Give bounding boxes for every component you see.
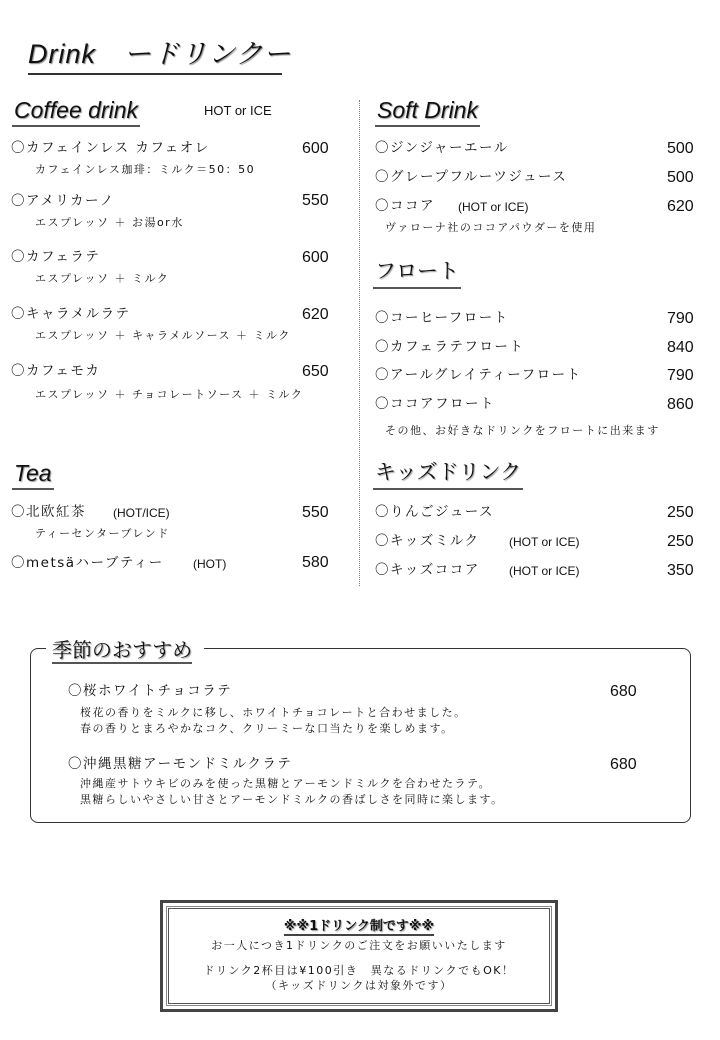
coffee-hot-ice-note: HOT or ICE [204, 103, 272, 118]
menu-item-desc: 春の香りとまろやかなコク、クリーミーな口当たりを楽しめます。 [80, 722, 454, 735]
menu-item-name: 〇キッズミルク [375, 533, 480, 549]
menu-item-price: 840 [667, 339, 694, 356]
menu-item-price: 250 [667, 504, 694, 521]
menu-item-price: 550 [302, 192, 329, 209]
menu-item-name: 〇カフェモカ [11, 363, 101, 379]
menu-item-desc: 沖縄産サトウキビのみを使った黒糖とアーモンドミルクを合わせたラテ。 [80, 777, 492, 790]
menu-item-name: 〇桜ホワイトチョコラテ [68, 683, 233, 699]
menu-item-desc: 黒糖らしいやさしい甘さとアーモンドミルクの香ばしさを同時に楽します。 [80, 793, 504, 806]
menu-item-desc: カフェインレス珈琲：ミルク＝50：50 [35, 163, 256, 176]
menu-item-price: 680 [610, 756, 637, 773]
menu-item-price: 620 [667, 198, 694, 215]
menu-item-price: 350 [667, 562, 694, 579]
kids-heading: キッズドリンク [373, 459, 523, 490]
menu-item-price: 250 [667, 533, 694, 550]
menu-item-desc: エスプレッソ ＋ ミルク [35, 272, 170, 285]
menu-item-name: 〇metsäハーブティー [11, 555, 164, 571]
notice-line: お一人につき1ドリンクのご注文をお願いいたします [211, 939, 507, 952]
menu-item-name: 〇カフェインレス カフェオレ [11, 140, 210, 156]
menu-item-name: 〇ジンジャーエール [375, 140, 509, 156]
menu-item-price: 620 [302, 306, 329, 323]
seasonal-heading-text: 季節のおすすめ [52, 638, 193, 662]
menu-item-desc: 桜花の香りをミルクに移し、ホワイトチョコレートと合わせました。 [80, 706, 467, 719]
soft-drink-heading: Soft Drink [375, 96, 480, 127]
menu-item-name: 〇グレープフルーツジュース [375, 169, 568, 185]
notice-line: ドリンク2杯目は¥100引き 異なるドリンクでもOK！ [203, 964, 515, 977]
menu-item-price: 860 [667, 396, 694, 413]
menu-item-note: (HOT/ICE) [113, 506, 170, 520]
menu-item-name: 〇ココア [375, 198, 435, 214]
coffee-heading: Coffee drink [12, 96, 140, 127]
menu-item-desc: ヴァローナ社のココアパウダーを使用 [385, 221, 597, 234]
menu-item-desc: エスプレッソ ＋ チョコレートソース ＋ ミルク [35, 388, 304, 401]
menu-item-price: 790 [667, 367, 694, 384]
menu-item-price: 680 [610, 683, 637, 700]
menu-item-desc: ティーセンターブレンド [35, 527, 170, 540]
menu-item-name: 〇アールグレイティーフロート [375, 367, 582, 383]
menu-item-name: 〇コーヒーフロート [375, 310, 509, 326]
notice-heading-text: ※※1ドリンク制です※※ [283, 919, 435, 934]
menu-item-price: 790 [667, 310, 694, 327]
menu-item-price: 600 [302, 249, 329, 266]
menu-item-price: 500 [667, 169, 694, 186]
seasonal-heading [46, 636, 204, 664]
tea-heading: Tea [12, 459, 54, 490]
menu-item-note: (HOT or ICE) [458, 200, 529, 214]
float-heading: フロート [373, 258, 461, 289]
menu-item-desc: エスプレッソ ＋ キャラメルソース ＋ ミルク [35, 329, 291, 342]
menu-item-name: 〇アメリカーノ [11, 193, 115, 209]
menu-item-price: 500 [667, 140, 694, 157]
menu-item-name: 〇沖縄黒糖アーモンドミルクラテ [68, 756, 293, 772]
menu-item-name: 〇キッズココア [375, 562, 480, 578]
menu-item-name: 〇キャラメルラテ [11, 306, 131, 322]
menu-item-name: 〇カフェラテフロート [375, 339, 525, 355]
notice-heading [160, 915, 558, 934]
menu-item-price: 550 [302, 504, 329, 521]
menu-item-price: 650 [302, 363, 329, 380]
float-note: その他、お好きなドリンクをフロートに出来ます [385, 424, 660, 437]
menu-item-note: (HOT or ICE) [509, 564, 580, 578]
menu-item-note: (HOT) [193, 557, 227, 571]
menu-item-name: 〇北欧紅茶 [11, 504, 86, 520]
column-divider [359, 100, 360, 586]
menu-item-price: 580 [302, 554, 329, 571]
notice-line: （キッズドリンクは対象外です） [265, 979, 453, 992]
menu-item-name: 〇ココアフロート [375, 396, 495, 412]
menu-item-name: 〇りんごジュース [375, 504, 495, 520]
menu-item-note: (HOT or ICE) [509, 535, 580, 549]
menu-item-desc: エスプレッソ ＋ お湯or水 [35, 216, 184, 229]
menu-item-price: 600 [302, 140, 329, 157]
menu-item-name: 〇カフェラテ [11, 249, 101, 265]
page-title: Drink ードリンクー [28, 32, 282, 75]
